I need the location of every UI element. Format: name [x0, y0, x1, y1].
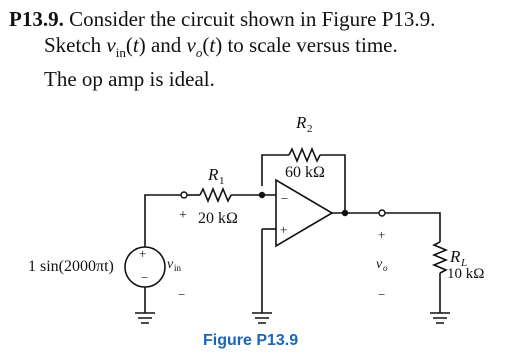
junction-dot — [259, 192, 265, 198]
junction-dot — [342, 210, 348, 216]
ground-icon — [252, 313, 272, 323]
figure-caption: Figure P13.9 — [203, 332, 299, 349]
t-symbol-2: t — [209, 33, 216, 57]
rl-name: R — [450, 247, 461, 266]
source-minus-sign: − — [141, 270, 149, 285]
vo-label-sub: o — [383, 263, 388, 273]
ground-icon — [430, 313, 450, 323]
input-terminal — [181, 192, 187, 198]
r2-sub: 2 — [307, 123, 313, 135]
problem-text-1: Consider the circuit shown in Figure P13.9. — [69, 7, 436, 31]
rl-value: 10 kΩ — [447, 266, 485, 282]
source-label: 1 sin(2000πt) — [28, 258, 114, 275]
problem-text-2b: ( — [125, 33, 133, 57]
vin-label: v — [167, 257, 174, 272]
vin-minus-sign: − — [178, 287, 186, 302]
source-plus-sign: + — [139, 246, 147, 261]
source-top-wire — [145, 195, 181, 247]
problem-text-2a: Sketch — [44, 33, 107, 57]
vin-symbol: v — [106, 33, 116, 57]
r1-sub: 1 — [219, 175, 225, 187]
problem-number: P13.9. — [9, 7, 64, 31]
opamp-noninverting-sign: + — [280, 222, 288, 237]
problem-text-2d: ( — [202, 33, 210, 57]
rl-resistor — [434, 242, 446, 273]
problem-text-2e: ) to scale versus time. — [215, 33, 398, 57]
vin-label-sub: in — [174, 263, 182, 273]
r1-value: 20 kΩ — [198, 210, 238, 227]
t-symbol-1: t — [132, 33, 139, 57]
load-top-wire — [385, 213, 440, 242]
vo-symbol: v — [186, 33, 196, 57]
r2-value: 60 kΩ — [285, 164, 325, 181]
vin-subscript: in — [115, 45, 126, 61]
r1-name: R — [208, 165, 219, 184]
vo-minus-sign: − — [378, 287, 386, 302]
opamp-inverting-sign: − — [281, 191, 289, 206]
vo-subscript: o — [195, 45, 203, 61]
output-terminal — [379, 210, 385, 216]
vo-label: v — [376, 257, 383, 272]
vin-plus-sign: + — [179, 208, 187, 223]
rl-sub: L — [461, 257, 468, 269]
r1-resistor — [200, 189, 231, 201]
ground-icon — [135, 313, 155, 323]
r2-resistor — [289, 149, 320, 161]
problem-text-2c: ) and — [138, 33, 187, 57]
problem-line-3: The op amp is ideal. — [44, 67, 215, 92]
vo-plus-sign: + — [378, 227, 386, 242]
r2-name: R — [296, 113, 307, 132]
